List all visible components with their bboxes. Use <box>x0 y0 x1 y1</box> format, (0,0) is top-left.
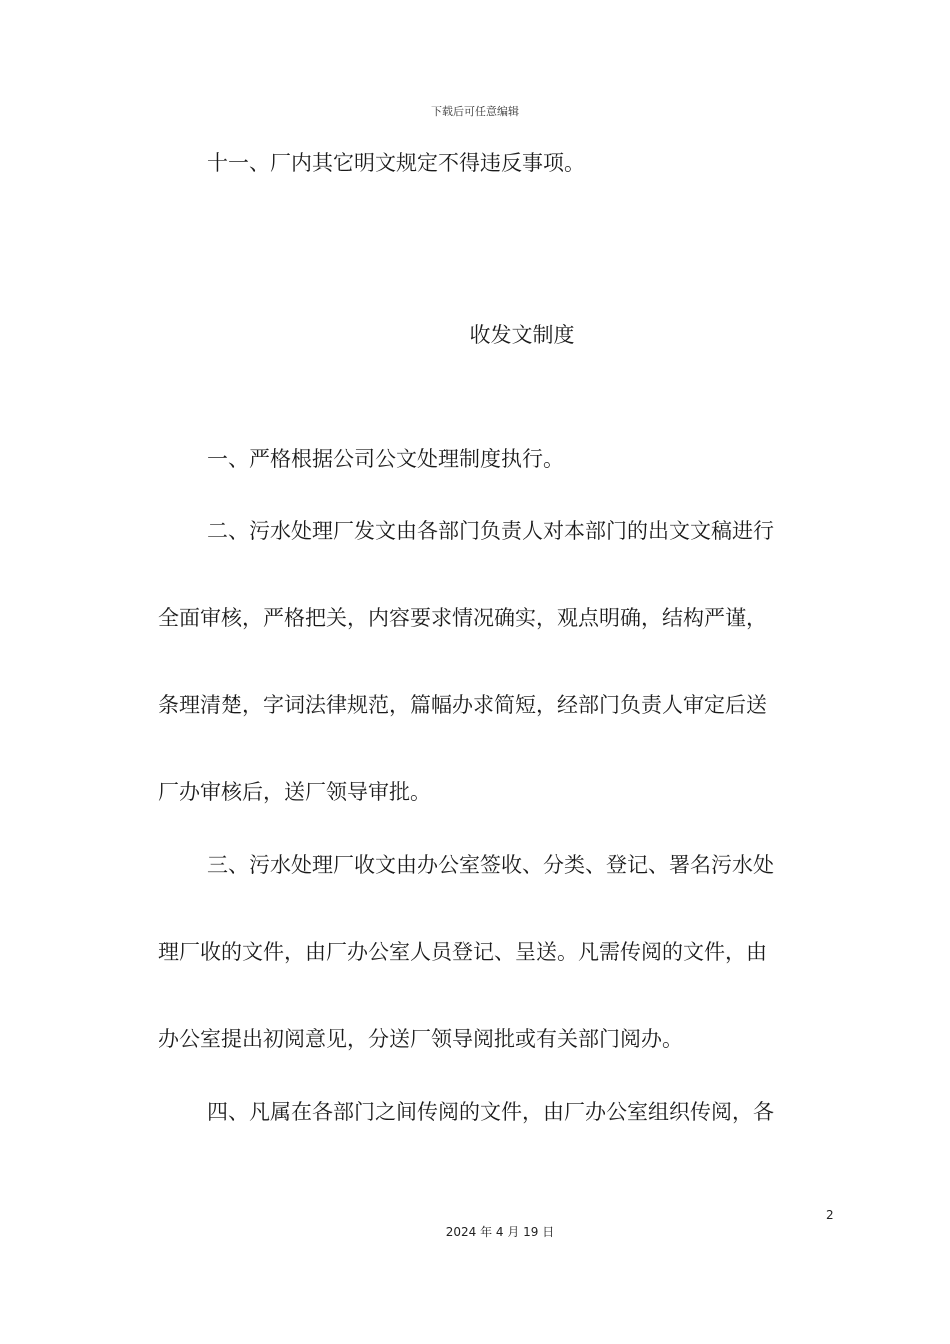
paragraph-1: 一、严格根据公司公文处理制度执行。 <box>207 447 564 471</box>
paragraph-3-line-3: 办公室提出初阅意见，分送厂领导阅批或有关部门阅办。 <box>158 1027 683 1051</box>
paragraph-item-11: 十一、厂内其它明文规定不得违反事项。 <box>207 151 585 175</box>
footer-date: 2024 年 4 月 19 日 <box>445 1225 555 1239</box>
page-number: 2 <box>826 1208 834 1222</box>
page-header-note: 下载后可任意编辑 <box>431 105 519 118</box>
paragraph-2-line-3: 条理清楚，字词法律规范，篇幅办求简短，经部门负责人审定后送 <box>158 693 767 717</box>
paragraph-2-line-1: 二、污水处理厂发文由各部门负责人对本部门的出文文稿进行 <box>207 519 774 543</box>
section-title: 收发文制度 <box>469 323 575 347</box>
paragraph-3-line-2: 理厂收的文件，由厂办公室人员登记、呈送。凡需传阅的文件，由 <box>158 940 767 964</box>
paragraph-2-line-4: 厂办审核后，送厂领导审批。 <box>158 780 431 804</box>
paragraph-4-line-1: 四、凡属在各部门之间传阅的文件，由厂办公室组织传阅，各 <box>207 1100 774 1124</box>
paragraph-2-line-2: 全面审核，严格把关，内容要求情况确实，观点明确，结构严谨， <box>158 606 767 630</box>
paragraph-3-line-1: 三、污水处理厂收文由办公室签收、分类、登记、署名污水处 <box>207 853 774 877</box>
